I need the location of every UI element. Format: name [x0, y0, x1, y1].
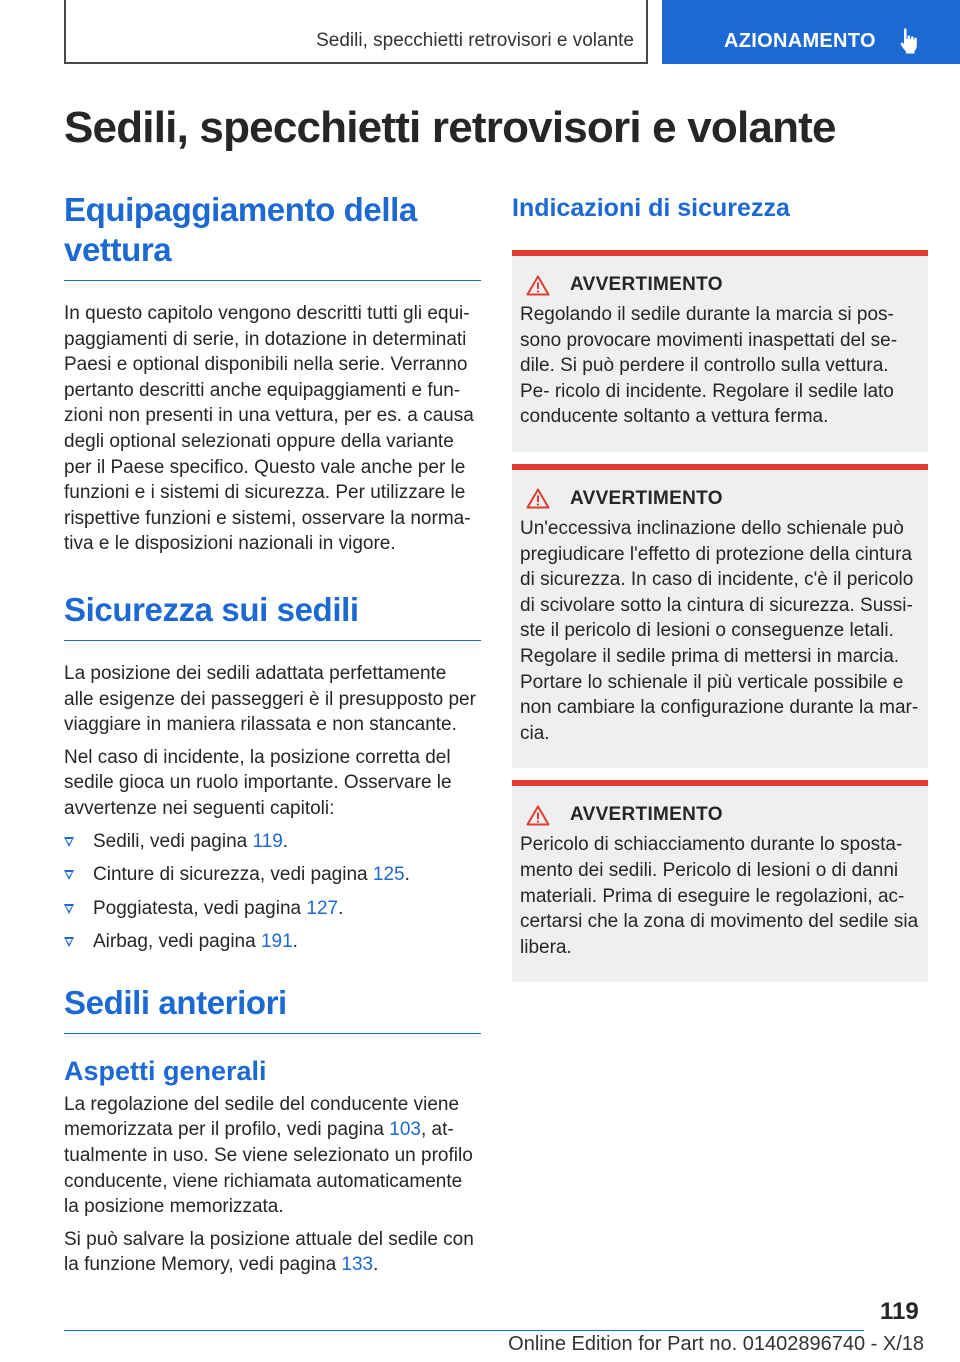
page-link[interactable]: 125 [372, 864, 405, 886]
warning-box [512, 464, 928, 768]
warning-box [512, 780, 928, 982]
page-link[interactable]: 191 [260, 931, 293, 953]
heading-sicurezza-sedili: Sicurezza sui sedili [64, 590, 481, 641]
left-column [64, 190, 481, 1285]
header-section-box [64, 0, 648, 64]
page-title: Sedili, specchietti retrovisori e volante [64, 103, 836, 152]
right-column [512, 190, 928, 994]
triangle-bullet-icon [64, 870, 74, 880]
triangle-bullet-icon [64, 937, 74, 947]
subheading-aspetti-generali: Aspetti generali [64, 1055, 267, 1086]
warning-text: Pericolo di schiacciamento durante lo sposta- mento dei sedili. Pericolo di lesioni o di danni materiali. Prima di eseguire le regolazioni, ac- certarsi che la zona di movimento del sedile sia libera. [520, 834, 919, 958]
page-link[interactable]: 119 [252, 830, 283, 852]
safety-paragraph-1: La posizione dei sedili adattata perfettamente alle esigenze dei passeggeri è il presupposto per viaggiare in maniera rilassata e non stancante. [64, 662, 476, 736]
footer-edition: Online Edition for Part no. 01402896740 - X/18 [508, 1333, 924, 1355]
equip-paragraph: In questo capitolo vengono descritti tutti gli equi- paggiamenti di serie, in dotazione in determinati Paesi e optional disponibili nella serie. Verranno pertanto descritti anche equipaggiamenti e fun- zioni non presenti in una vettura, per es. a causa degli optional selezionati oppure della variante per il Paese specifico. Questo vale anche per le funzioni e i sistemi di sicurezza. Per utilizzare le rispettive funzioni e sistemi, osservare la norma- tiva e le disposizioni nazionali in vigore. [64, 303, 474, 555]
chapter-reference-list [64, 829, 481, 955]
warning-triangle-icon [526, 488, 550, 509]
hand-pointer-icon [898, 27, 920, 60]
header-section-title: Sedili, specchietti retrovisori e volante [316, 30, 634, 51]
list-item: Airbag, vedi pagina 191. [64, 929, 481, 955]
page-link[interactable]: 127 [306, 897, 339, 919]
heading-indicazioni-sicurezza: Indicazioni di sicurezza [512, 194, 790, 222]
warning-title: AVVERTIMENTO [570, 274, 723, 295]
header-chapter-tab[interactable] [662, 0, 960, 64]
front-paragraph-1: La regolazione del sedile del conducente viene memorizzata per il profilo, vedi pagina 103, at- tualmente in uso. Se viene selezionato un profilo conducente, viene richiamata automaticamente la posizione memorizzata. [64, 1093, 473, 1218]
heading-equipaggiamento: Equipaggiamento della vettura [64, 190, 481, 281]
footer-divider [64, 1330, 864, 1331]
heading-sedili-anteriori: Sedili anteriori [64, 983, 481, 1034]
triangle-bullet-icon [64, 837, 74, 847]
list-item: Sedili, vedi pagina 119. [64, 829, 481, 855]
page-link[interactable]: 133 [341, 1254, 374, 1276]
list-item: Cinture di sicurezza, vedi pagina 125. [64, 862, 481, 888]
front-paragraph-2: Si può salvare la posizione attuale del sedile con la funzione Memory, vedi pagina 133. [64, 1228, 474, 1276]
triangle-bullet-icon [64, 904, 74, 914]
warning-text: Regolando il sedile durante la marcia si pos- sono provocare movimenti inaspettati del se- dile. Si può perdere il controllo sulla vettura. Pe- ricolo di incidente. Regolare il sedile lato conducente soltanto a vettura ferma. [520, 304, 898, 428]
warning-text: Un'eccessiva inclinazione dello schienale può pregiudicare l'effetto di protezione della cintura di sicurezza. In caso di incidente, c'è il pericolo di scivolare sotto la cintura di sicurezza. Sussi- ste il pericolo di lesioni o conseguenze letali. Regolare il sedile prima di mettersi in marcia. Portare lo schienale il più verticale possibile e non cambiare la configurazione durante la mar- cia. [520, 517, 919, 744]
page-link[interactable]: 103 [389, 1119, 421, 1141]
page-number: 119 [880, 1298, 919, 1325]
warning-box [512, 250, 928, 452]
warning-title: AVVERTIMENTO [570, 487, 723, 509]
header-chapter-label: AZIONAMENTO [724, 30, 876, 52]
safety-paragraph-2: Nel caso di incidente, la posizione corretta del sedile gioca un ruolo importante. Osservare le avvertenze nei seguenti capitoli: [64, 746, 452, 819]
warning-triangle-icon [526, 275, 550, 296]
list-item: Poggiatesta, vedi pagina 127. [64, 896, 481, 922]
warning-title: AVVERTIMENTO [570, 804, 723, 826]
warning-triangle-icon [526, 805, 550, 826]
